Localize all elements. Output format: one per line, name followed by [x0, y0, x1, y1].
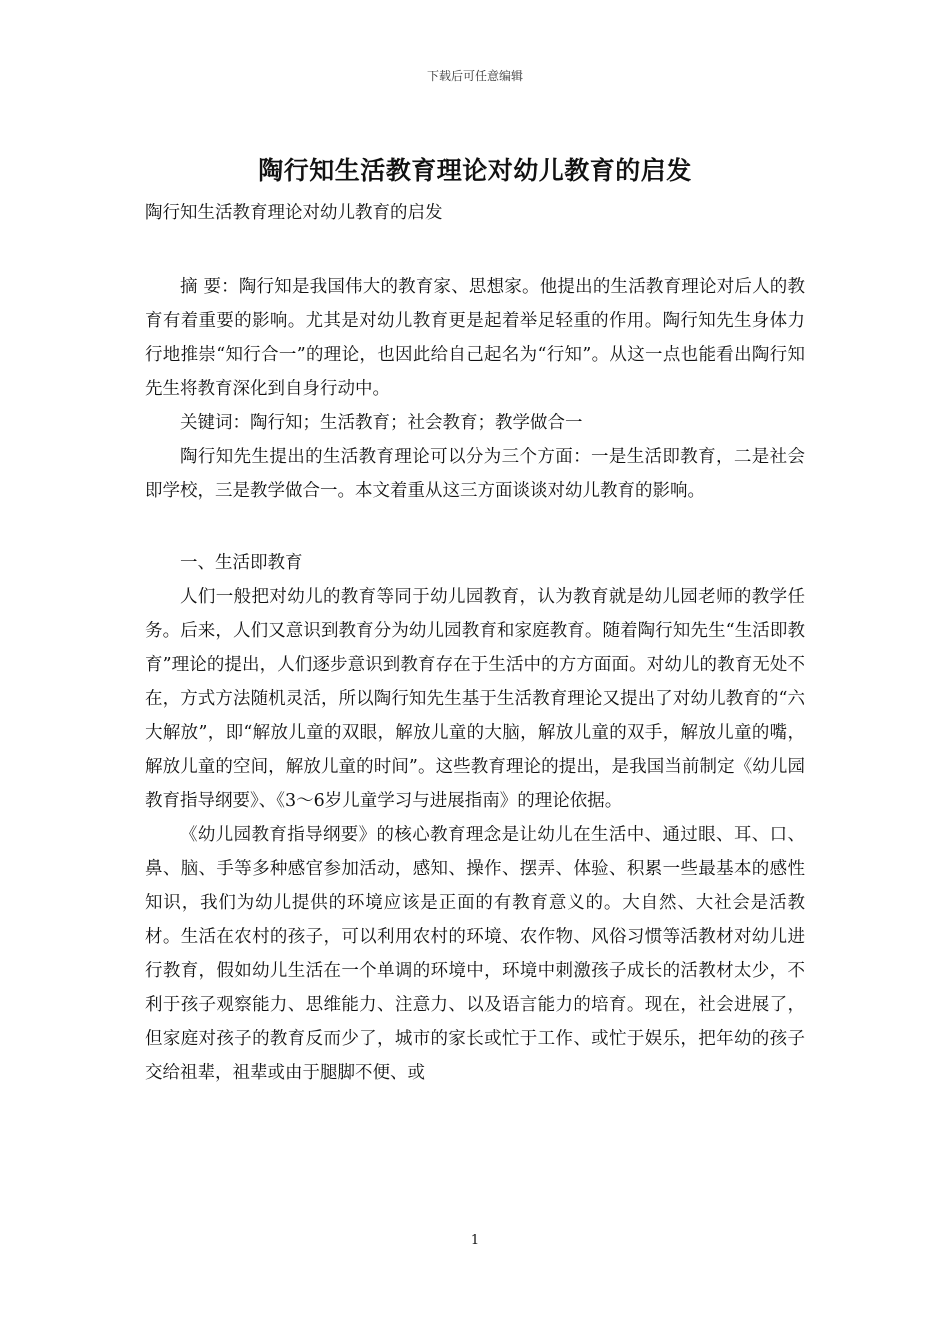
- abstract-paragraph: 摘 要：陶行知是我国伟大的教育家、思想家。他提出的生活教育理论对后人的教育有着重要的影响。尤其是对幼儿教育更是起着举足轻重的作用。陶行知先生身体力行地推崇“知行合一”的理论，也因此给自己起名为“行知”。从这一点也能看出陶行知先生将教育深化到自身行动中。: [145, 277, 805, 399]
- header-note: 下载后可任意编辑: [426, 69, 523, 83]
- body-paragraph: 人们一般把对幼儿的教育等同于幼儿园教育，认为教育就是幼儿园老师的教学任务。后来，人们又意识到教育分为幼儿园教育和家庭教育。随着陶行知先生“生活即教育”理论的提出，人们逐步意识到教育存在于生活中的方方面面。对幼儿的教育无处不在，方式方法随机灵活，所以陶行知先生基于生活教育理论又提出了对幼儿教育的“六大解放”，即“解放儿童的双眼，解放儿童的大脑，解放儿童的双手，解放儿童的嘴，解放儿童的空间，解放儿童的时间”。这些教育理论的提出，是我国当前制定《幼儿园教育指导纲要》、《3～6岁儿童学习与进展指南》的理论依据。: [145, 587, 805, 811]
- spacer: [145, 230, 805, 270]
- document-title: 陶行知生活教育理论对幼儿教育的启发: [258, 156, 692, 185]
- intro-paragraph: 陶行知先生提出的生活教育理论可以分为三个方面：一是生活即教育，二是社会即学校，三是教学做合一。本文着重从这三方面谈谈对幼儿教育的影响。: [145, 447, 805, 501]
- document-body: [145, 196, 805, 1090]
- spacer: [145, 508, 805, 546]
- keywords-paragraph: 关键词：陶行知；生活教育；社会教育；教学做合一: [180, 413, 583, 433]
- page-number: 1: [470, 1233, 480, 1248]
- document-subtitle: 陶行知生活教育理论对幼儿教育的启发: [145, 203, 443, 223]
- body-paragraph: 《幼儿园教育指导纲要》的核心教育理念是让幼儿在生活中、通过眼、耳、口、鼻、脑、手等多种感官参加活动，感知、操作、摆弄、体验、积累一些最基本的感性知识，我们为幼儿提供的环境应该是正面的有教育意义的。大自然、大社会是活教材。生活在农村的孩子，可以利用农村的环境、农作物、风俗习惯等活教材对幼儿进行教育，假如幼儿生活在一个单调的环境中，环境中刺激孩子成长的活教材太少，不利于孩子观察能力、思维能力、注意力、以及语言能力的培育。现在，社会进展了，但家庭对孩子的教育反而少了，城市的家长或忙于工作、或忙于娱乐，把年幼的孩子交给祖辈，祖辈或由于腿脚不便、或: [145, 825, 805, 1083]
- section-heading: 一、生活即教育: [180, 553, 303, 573]
